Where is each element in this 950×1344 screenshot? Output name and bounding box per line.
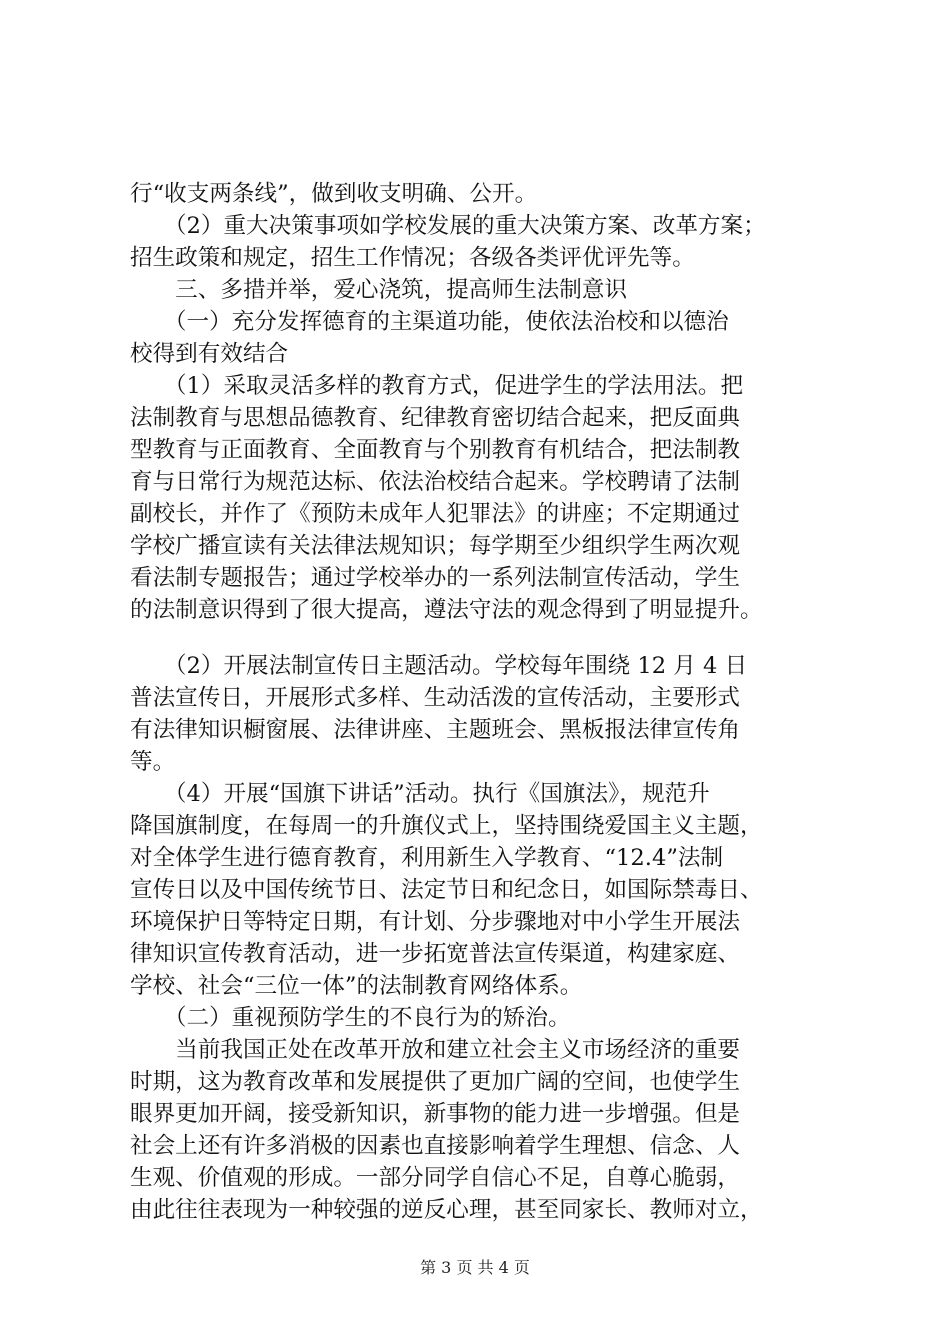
text-line: 学校、社会“三位一体”的法制教育网络体系。 (130, 973, 583, 999)
text-line: 学校广播宣读有关法律法规知识；每学期至少组织学生两次观 (130, 533, 741, 559)
text-line: （4）开展“国旗下讲话”活动。执行《国旗法》，规范升 (130, 781, 710, 807)
text-line: 行“收支两条线”，做到收支明确、公开。 (130, 181, 538, 207)
text-line: 型教育与正面教育、全面教育与个别教育有机结合，把法制教 (130, 437, 741, 463)
page-number-footer: 第 3 页 共 4 页 (420, 1258, 530, 1277)
text-line: 律知识宣传教育活动，进一步拓宽普法宣传渠道，构建家庭、 (130, 941, 741, 967)
text-line: 生观、价值观的形成。一部分同学自信心不足，自尊心脆弱， (130, 1165, 741, 1191)
section-heading: 三、多措并举，爱心浇筑，提高师生法制意识 (130, 277, 628, 303)
text-line: 育与日常行为规范达标、依法治校结合起来。学校聘请了法制 (130, 469, 741, 495)
text-line: 对全体学生进行德育教育，利用新生入学教育、“12.4”法制 (130, 845, 724, 871)
subsection-heading: （二）重视预防学生的不良行为的矫治。 (130, 1005, 571, 1031)
text-line: （1）采取灵活多样的教育方式，促进学生的学法用法。把 (130, 373, 744, 399)
text-line: 副校长，并作了《预防未成年人犯罪法》的讲座；不定期通过 (130, 501, 741, 527)
text-line: 社会上还有许多消极的因素也直接影响着学生理想、信念、人 (130, 1133, 741, 1159)
text-line: 眼界更加开阔，接受新知识，新事物的能力进一步增强。但是 (130, 1101, 741, 1127)
subsection-heading: （一）充分发挥德育的主渠道功能，使依法治校和以德治 (130, 309, 729, 335)
text-line: 的法制意识得到了很大提高，遵法守法的观念得到了明显提升。 (130, 597, 763, 623)
text-line: 环境保护日等特定日期，有计划、分步骤地对中小学生开展法 (130, 909, 741, 935)
text-line: 普法宣传日，开展形式多样、生动活泼的宣传活动，主要形式 (130, 685, 741, 711)
text-line: 等。 (130, 749, 176, 775)
text-line: 当前我国正处在改革开放和建立社会主义市场经济的重要 (130, 1037, 741, 1063)
text-line: 由此往往表现为一种较强的逆反心理，甚至同家长、教师对立， (130, 1197, 763, 1223)
text-line: 有法律知识橱窗展、法律讲座、主题班会、黑板报法律宣传角 (130, 717, 741, 743)
text-line: 降国旗制度，在每周一的升旗仪式上，坚持围绕爱国主义主题， (130, 813, 763, 839)
text-line: 法制教育与思想品德教育、纪律教育密切结合起来，把反面典 (130, 405, 741, 431)
text-line: 校得到有效结合 (130, 341, 289, 367)
text-line: 时期，这为教育改革和发展提供了更加广阔的空间，也使学生 (130, 1069, 741, 1095)
text-line: 招生政策和规定，招生工作情况；各级各类评优评先等。 (130, 245, 695, 271)
text-line: 看法制专题报告；通过学校举办的一系列法制宣传活动，学生 (130, 565, 741, 591)
text-line: （2）重大决策事项如学校发展的重大决策方案、改革方案； (130, 213, 766, 239)
text-line: （2）开展法制宣传日主题活动。学校每年围绕 12 月 4 日 (130, 653, 748, 679)
text-line: 宣传日以及中国传统节日、法定节日和纪念日，如国际禁毒日、 (130, 877, 763, 903)
